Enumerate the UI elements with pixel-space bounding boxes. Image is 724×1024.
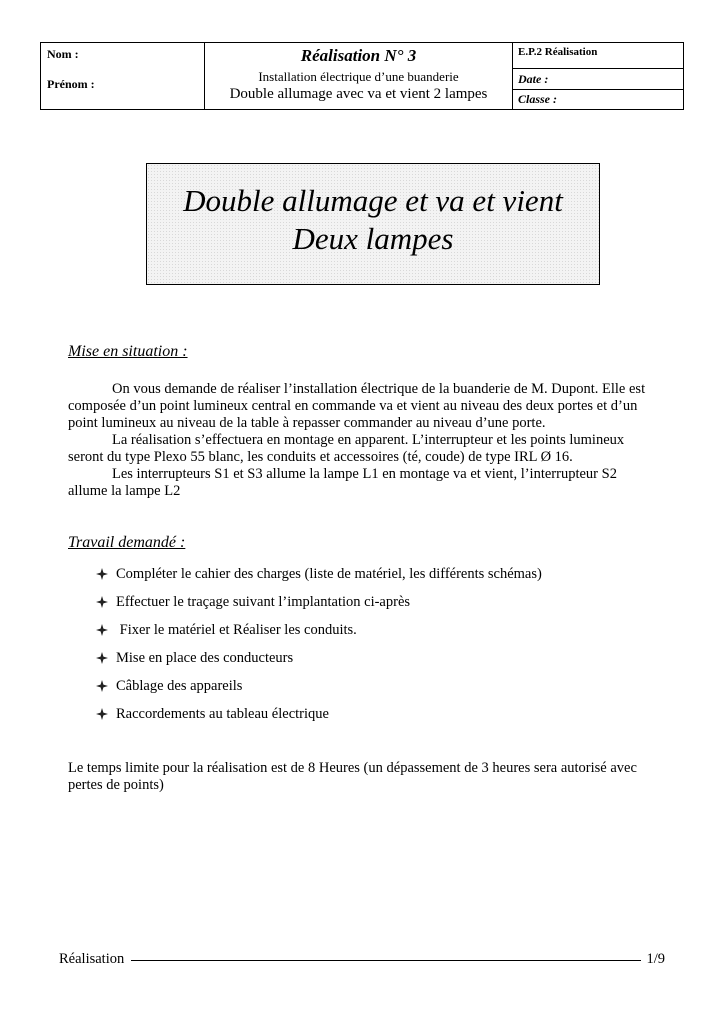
list-item: Effectuer le traçage suivant l’implantation ci-après [96,594,542,622]
ep-code: E.P.2 Réalisation [513,43,683,69]
nom-label: Nom : [47,47,79,61]
situation-paragraph-2: La réalisation s’effectuera en montage en apparent. L’interrupteur et les points lumineux seront du type Plexo 55 blanc, les conduits et accessoires (té, coude) de type IRL Ø 16. [68,432,625,465]
meta-cell [513,43,683,109]
situation-paragraph-3: Les interrupteurs S1 et S3 allume la lampe L1 en montage va et vient, l’interrupteur S2 allume la lampe L2 [68,466,617,499]
date-label: Date : [513,69,683,90]
list-item: Câblage des appareils [96,678,542,706]
task-list [96,566,542,734]
student-info-cell [41,43,205,109]
list-item: Fixer le matériel et Réaliser les conduits. [96,622,542,650]
time-limit-text: Le temps limite pour la réalisation est de 8 Heures (un dépassement de 3 heures sera autorisé avec pertes de points) [68,760,637,793]
mise-en-situation-heading: Mise en situation : [68,343,188,360]
main-title-line2: Deux lampes [292,221,454,256]
list-item: Compléter le cahier des charges (liste de matériel, les différents schémas) [96,566,542,594]
travail-demande-heading: Travail demandé : [68,534,186,551]
page-footer [59,951,665,971]
page-number: 1/9 [646,951,665,967]
title-cell [205,43,513,109]
situation-paragraph-1: On vous demande de réaliser l’installation électrique de la buanderie de M. Dupont. Elle est composée d’un point lumineux central en commande va et vient au niveau des deux portes et d’un point lumineux au niveau de la table à repasser commander au niveau d’une porte. [68,381,646,431]
realisation-title: Réalisation N° 3 [300,46,417,65]
header-table [40,42,684,110]
footer-divider [131,960,641,961]
realisation-description: Double allumage avec va et vient 2 lampes [229,86,488,102]
star-bullet-icon [96,678,116,692]
star-bullet-icon [96,706,116,720]
list-item: Mise en place des conducteurs [96,650,542,678]
main-title-box [146,163,600,285]
prenom-label: Prénom : [47,77,95,91]
situation-text [68,381,658,500]
star-bullet-icon [96,622,116,636]
main-title-line1: Double allumage et va et vient [183,183,563,218]
list-item: Raccordements au tableau électrique [96,706,542,734]
realisation-subtitle: Installation électrique d’une buanderie [258,69,459,84]
footer-label: Réalisation [59,951,125,967]
classe-label: Classe : [518,92,557,106]
star-bullet-icon [96,594,116,608]
star-bullet-icon [96,566,116,580]
star-bullet-icon [96,650,116,664]
